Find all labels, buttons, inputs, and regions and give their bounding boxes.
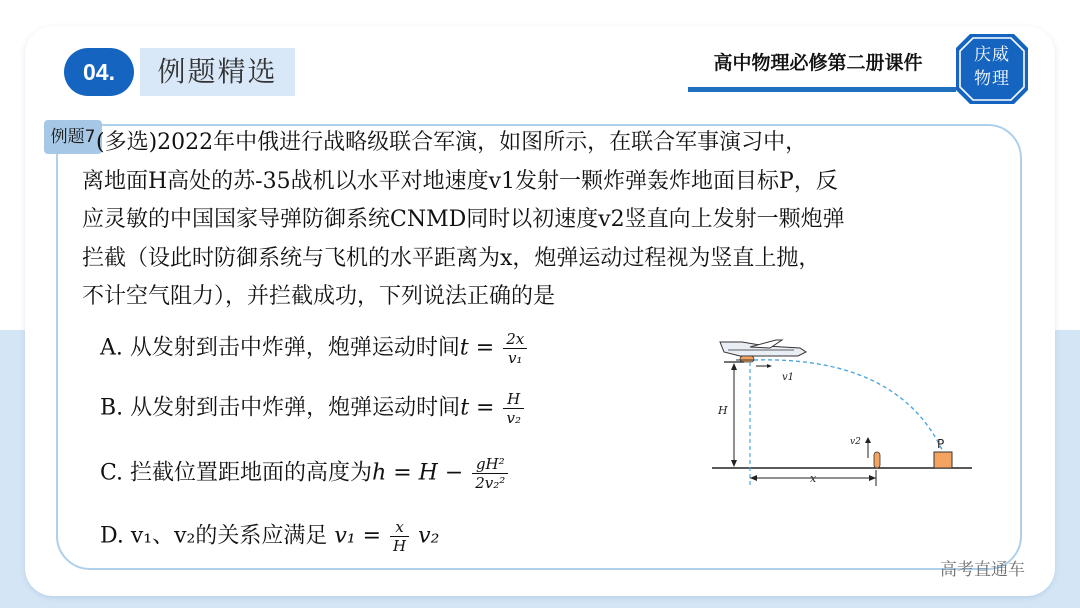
option-a-text: 从发射到击中炸弹，炮弹运动时间 [129,335,460,361]
watermark: 高考直通车 [940,560,1025,580]
h-arrow-bottom [731,460,737,467]
option-a-numerator: 2x [503,330,527,349]
example-tag: 例题7 [44,120,102,154]
h-arrow-top [731,363,737,370]
option-a-equals: = [475,335,495,361]
option-a-fraction [503,330,527,367]
course-title: 高中物理必修第二册课件 [713,52,923,74]
option-c-label: C. [100,460,124,486]
question-line-2: 离地面H高处的苏-35战机以水平对地速度v1发射一颗炸弹轰炸地面目标P，反 [82,168,838,194]
option-c-fraction [472,455,508,492]
option-b-var: t [460,395,470,421]
question-line-1: (多选)2022年中俄进行战略级联合军演，如图所示，在联合军事演习中， [96,130,808,155]
option-c-text: 拦截位置距地面的高度为 [130,460,373,486]
question-line-5: 不计空气阻力），并拦截成功，下列说法正确的是 [82,284,556,309]
v2-label: v2 [850,437,861,447]
shell-icon [874,452,880,468]
option-c-denominator: 2v₂² [475,474,506,492]
target-p-box [934,452,952,468]
option-d-text: v₁、v₂的关系应满足 [130,523,328,549]
option-d-denominator: H [393,537,407,555]
option-b-text: 从发射到击中炸弹，炮弹运动时间 [130,395,461,421]
section-number: 04. [64,48,134,96]
option-b-numerator: H [503,390,524,409]
option-b[interactable] [100,390,526,427]
x-label: x [810,472,817,485]
p-label: P [937,437,945,451]
x-arrow-right [869,475,876,481]
title-underline [688,87,956,92]
question-line-4: 拦截（设此时防御系统与飞机的水平距离为x，炮弹运动过程视为竖直上抛， [82,245,821,271]
physics-diagram [710,328,972,490]
v1-label: v1 [782,372,795,383]
option-b-label: B. [100,395,124,421]
option-c-numerator: gH² [472,455,508,474]
option-a-denominator: v₁ [507,349,523,367]
h-label: H [718,404,728,417]
option-a-label: A. [100,335,123,361]
option-d-rhs: v₂ [418,523,440,549]
x-arrow-left [750,475,757,481]
v2-arrow-head [865,437,871,443]
v1-arrow-head [767,364,772,368]
option-b-equals: = [476,395,495,421]
option-d[interactable] [100,518,439,555]
option-a-var: t [459,335,469,361]
jet-icon [720,340,806,356]
option-d-label: D. [100,523,124,549]
option-c-expression: h = H − [372,460,464,486]
option-c[interactable] [100,455,510,492]
question-line-3: 应灵敏的中国国家导弹防御系统CNMD同时以初速度v2竖直向上发射一颗炮弹 [82,207,845,232]
option-d-numerator: x [390,518,409,537]
brand-line-1: 庆威 [974,45,1010,65]
option-d-fraction [390,518,409,555]
brand-line-2: 物理 [974,69,1010,89]
option-d-lhs: v₁ = [334,523,382,549]
section-title: 例题精选 [140,48,295,96]
option-b-denominator: v₂ [506,409,521,427]
option-a[interactable] [100,330,529,367]
option-b-fraction [503,390,524,427]
brand-logo-text [956,43,1028,95]
question-stem [82,124,1007,317]
bomb-icon [740,356,754,362]
